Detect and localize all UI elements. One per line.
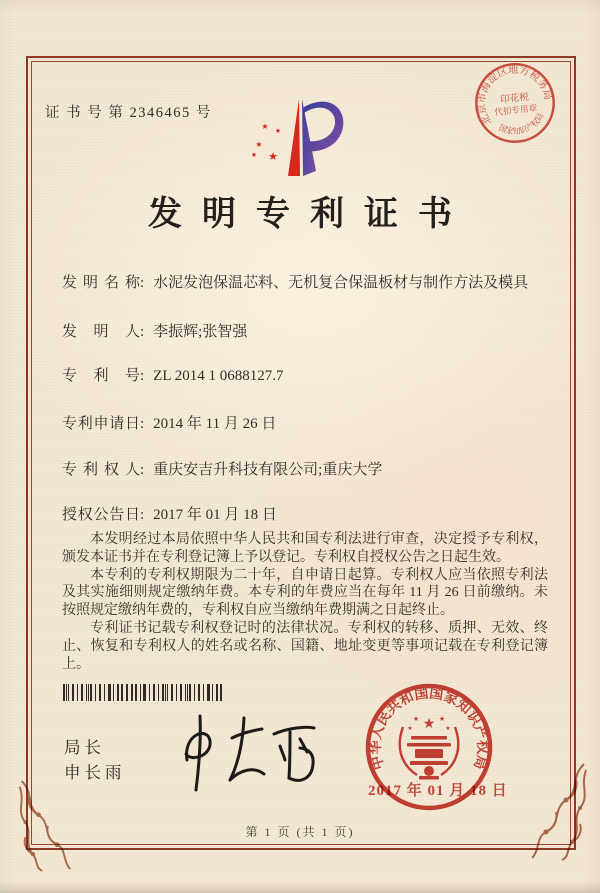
emblem-star-icon: ★ bbox=[438, 715, 446, 723]
field-inventor bbox=[62, 321, 247, 343]
field-label: 发明人 bbox=[62, 324, 140, 340]
field-colon: : bbox=[140, 324, 145, 340]
star-icon: ★ bbox=[268, 150, 278, 163]
signature-handwriting bbox=[170, 708, 325, 796]
star-icon: ★ bbox=[250, 151, 258, 159]
emblem-star-icon: ★ bbox=[422, 716, 436, 732]
field-colon: : bbox=[140, 368, 145, 384]
signer-name: 申长雨 bbox=[64, 763, 126, 782]
tax-stamp-line2: 代扣专用章 bbox=[493, 102, 538, 118]
field-filing-date bbox=[62, 413, 276, 435]
signer-title: 局长 bbox=[64, 738, 105, 757]
certificate-number: 证 书 号 第 2346465 号 bbox=[45, 105, 212, 121]
emblem-star-icon: ★ bbox=[412, 715, 420, 723]
seal-ring-text: 中华人民共和国国家知识产权局 bbox=[368, 686, 490, 772]
tax-stamp-seal bbox=[472, 60, 558, 146]
paragraph-register: 专利证书记载专利权登记时的法律状况。专利权的转移、质押、无效、终止、恢复和专利权人的姓名或名称、国籍、地址变更等事项记载在专利登记簿上。 bbox=[62, 620, 548, 672]
field-colon: : bbox=[140, 462, 145, 478]
star-icon: ★ bbox=[261, 122, 269, 131]
field-colon: : bbox=[140, 275, 145, 291]
legal-text bbox=[62, 531, 548, 673]
field-value: ZL 2014 1 0688127.7 bbox=[153, 368, 284, 384]
seal-date: 2017 年 01 月 18 日 bbox=[368, 783, 508, 799]
tax-stamp-arc-bottom: 国家知识产权局 bbox=[497, 111, 546, 137]
field-value: 重庆安吉升科技有限公司;重庆大学 bbox=[153, 462, 383, 478]
paragraph-term: 本专利的专利权期限为二十年，自申请日起算。专利权人应当依照专利法及其实施细则规定缴纳年费。本专利的年费应当在每年 11 月 26 日前缴纳。未按照规定缴纳年费的，专利权自应当缴纳年费期满之日起终止。 bbox=[62, 567, 548, 619]
cnipa-logo-icon bbox=[240, 86, 360, 183]
certificate-title: 发明专利证书 bbox=[148, 196, 472, 233]
page-number: 第 1 页 (共 1 页) bbox=[245, 825, 355, 839]
field-patent-number bbox=[62, 365, 283, 387]
paragraph-grant: 本发明经过本局依照中华人民共和国专利法进行审查，决定授予专利权，颁发本证书并在专利登记簿上予以登记。专利权自授权公告之日起生效。 bbox=[62, 532, 548, 565]
national-emblem-icon bbox=[400, 715, 459, 780]
field-value: 水泥发泡保温芯料、无机复合保温板材与制作方法及模具 bbox=[153, 275, 529, 291]
field-label: 专利权人 bbox=[62, 462, 140, 478]
corner-ornament-icon bbox=[528, 762, 590, 862]
logo-tower-left bbox=[288, 99, 300, 176]
emblem-star-icon: ★ bbox=[445, 725, 451, 732]
field-grant-date bbox=[62, 504, 277, 526]
star-icon: ★ bbox=[274, 127, 282, 135]
field-patentee bbox=[62, 459, 382, 481]
star-icon: ★ bbox=[255, 140, 263, 149]
field-value: 2017 年 01 月 18 日 bbox=[153, 507, 277, 523]
emblem-star-icon: ★ bbox=[407, 725, 413, 732]
field-colon: : bbox=[140, 507, 145, 523]
barcode bbox=[63, 684, 223, 701]
field-label: 授权公告日 bbox=[62, 507, 140, 523]
field-invention-name bbox=[62, 272, 528, 294]
logo-p-bowl bbox=[304, 102, 343, 152]
field-label: 发明名称 bbox=[62, 275, 140, 291]
field-colon: : bbox=[140, 416, 145, 432]
field-label: 专利申请日 bbox=[62, 416, 140, 432]
tax-stamp-line1: 印花税 bbox=[499, 91, 530, 106]
field-label: 专利号 bbox=[62, 368, 140, 384]
tax-stamp-arc-top: 北京市海淀区地方税务局 bbox=[476, 64, 553, 127]
field-value: 2014 年 11 月 26 日 bbox=[153, 416, 277, 432]
field-value: 李振辉;张智强 bbox=[153, 324, 248, 340]
